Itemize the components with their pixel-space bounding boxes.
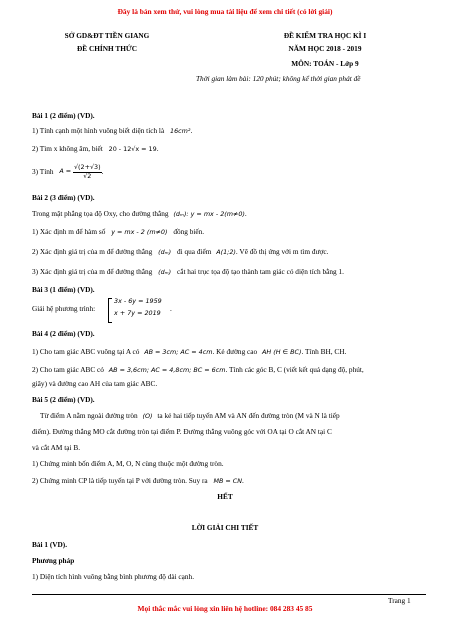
time-note: Thời gian làm bài: 120 phút; không kể thời gian phát đề (196, 74, 361, 83)
bai2-q2-text: 2) Xác định giá trị của m để đường thẳng (32, 247, 153, 256)
bai2-q3-math: (dₘ) (158, 268, 172, 276)
bai5-q2-text: 2) Chứng minh CP là tiếp tuyến tại P với đường tròn. Suy ra (32, 476, 208, 485)
bai2-q2-math1: (dₘ) (158, 248, 172, 256)
bai1-q3: 3) Tính A = $\frac{√(2+√3)}{√2}$ . (32, 163, 104, 180)
bai2-q2-text-mid: đi qua điểm (176, 247, 212, 256)
bai2-q1-text-end: đồng biến. (173, 227, 205, 236)
footer-divider (32, 594, 426, 595)
bai1-q3-fraction (73, 164, 102, 180)
bai2-intro-text: Trong mặt phẳng tọa độ Oxy, cho đường thẳng (32, 209, 169, 218)
bai2-q2 (32, 248, 328, 257)
bai4-q1-text-mid: . Kẻ đường cao (212, 347, 258, 356)
solution-bai1: Bài 1 (VD). (32, 540, 68, 549)
bai5-title: Bài 5 (2 điểm) (VD). (32, 395, 95, 404)
bai1-title: Bài 1 (2 điểm) (VD). (32, 111, 95, 120)
end-marker: HẾT (217, 492, 233, 501)
bai4-q2 (32, 366, 364, 375)
bai2-intro-math: (dₘ): y = mx - 2(m≠0) (173, 210, 245, 218)
bai1-q2-text: 2) Tìm x không âm, biết (32, 144, 103, 153)
top-banner: Đây là bản xem thử, vui lòng mua tài liệu để xem chi tiết (có lời giải) (117, 7, 333, 16)
bottom-banner: Mọi thắc mắc vui lòng xin liên hệ hotline: 084 283 45 85 (137, 604, 313, 613)
solution-step1: 1) Diện tích hình vuông bằng bình phương độ dài cạnh. (32, 572, 195, 581)
bai5-q1: 1) Chứng minh bốn điểm A, M, O, N cùng thuộc một đường tròn. (32, 459, 224, 468)
bai2-q1-math: y = mx - 2 (m≠0) (111, 228, 168, 236)
bai3-eq1: 3x - 6y = 1959 (114, 297, 162, 305)
bai1-q3-lhs: A = (59, 167, 72, 176)
bai5-p1-text: Từ điểm A nằm ngoài đường tròn (40, 411, 138, 420)
school-year: NĂM HỌC 2018 - 2019 (288, 44, 362, 53)
solution-method: Phương pháp (32, 556, 75, 565)
bai5-q2-math: MB = CN (213, 477, 243, 485)
bai4-q1-math2: AH (H ∈ BC) (262, 348, 302, 356)
bai3-text: Giải hệ phương trình: (32, 304, 96, 313)
bai2-intro: Trong mặt phẳng tọa độ Oxy, cho đường thẳng (dₘ): y = mx - 2(m≠0). (32, 209, 247, 218)
bai4-q1-math1: AB = 3cm; AC = 4cm (144, 348, 213, 356)
bai2-title: Bài 2 (3 điểm) (VD). (32, 193, 95, 202)
bai4-q1-text: 1) Cho tam giác ABC vuông tại A có (32, 347, 140, 356)
bai5-p1-text-end: ta kẻ hai tiếp tuyến AM và AN đến đường tròn (M và N là tiếp (157, 411, 340, 420)
subject-line: MÔN: TOÁN - Lớp 9 (291, 59, 359, 68)
page-number: Trang 1 (388, 596, 411, 605)
official-label: ĐỀ CHÍNH THỨC (76, 44, 137, 53)
bai4-q2-text-end: . Tính các góc B, C (viết kết quả dạng độ, phút, (225, 365, 364, 374)
bai3-eq2: x + 7y = 2019 (114, 309, 161, 317)
bai1-q3-numerator: √(2+√3) (73, 163, 101, 171)
bai5-p2: điểm). Đường thẳng MO cắt đường tròn tại điểm P. Đường thẳng vuông góc với OA tại O cắt AN tại C (32, 427, 332, 436)
bai5-q2-end: . (242, 476, 244, 485)
bai2-q2-text-end: . Vẽ đồ thị ứng với m tìm được. (235, 247, 329, 256)
bai1-q2: 2) Tìm x không âm, biết 20 - 12√x = 19. (32, 144, 159, 153)
bai2-q3-text: 3) Xác định giá trị của m để đường thẳng (32, 267, 153, 276)
bai3-title: Bài 3 (1 điểm) (VD). (32, 285, 95, 294)
bai4-q1 (32, 348, 346, 357)
bai5-q2 (32, 477, 244, 486)
bai2-q2-math2: A(1;2) (216, 248, 236, 256)
bai5-p1 (40, 412, 340, 421)
bai1-q1-math: 16cm² (170, 127, 191, 135)
department-name: SỞ GD&ĐT TIỀN GIANG (64, 31, 150, 40)
bai4-q1-text-end: . Tính BH, CH. (301, 347, 347, 356)
bai1-q2-math: 20 - 12√x = 19 (108, 145, 157, 153)
exam-title: ĐỀ KIỂM TRA HỌC KÌ I (283, 31, 367, 40)
bai2-q1 (32, 228, 204, 237)
bai5-p1-math: (O) (142, 412, 153, 420)
bai2-q1-text: 1) Xác định m để hàm số (32, 227, 106, 236)
bai2-q3 (32, 268, 344, 277)
bai2-q3-text-end: cắt hai trục tọa độ tạo thành tam giác có diện tích bằng 1. (176, 267, 344, 276)
system-brace (108, 298, 112, 323)
bai1-q1: 1) Tính cạnh một hình vuông biết diện tích là 16cm². (32, 126, 193, 135)
bai1-q3-denominator: √2 (83, 171, 92, 180)
bai1-q3-text: 3) Tính (32, 166, 54, 176)
bai4-q2-text: 2) Cho tam giác ABC có (32, 365, 104, 374)
bai1-q1-text: 1) Tính cạnh một hình vuông biết diện tích là (32, 126, 165, 135)
bai4-q2-math: AB = 3,6cm; AC = 4,8cm; BC = 6cm (108, 366, 226, 374)
bai3-system: 3x - 6y = 1959 x + 7y = 2019 . (108, 297, 178, 323)
bai4-q2-cont: giây) và đường cao AH của tam giác ABC. (32, 379, 158, 388)
solution-title: LỜI GIẢI CHI TIẾT (191, 523, 259, 532)
bai4-title: Bài 4 (2 điểm) (VD). (32, 329, 95, 338)
bai5-p3: và cắt AM tại B. (32, 443, 81, 452)
